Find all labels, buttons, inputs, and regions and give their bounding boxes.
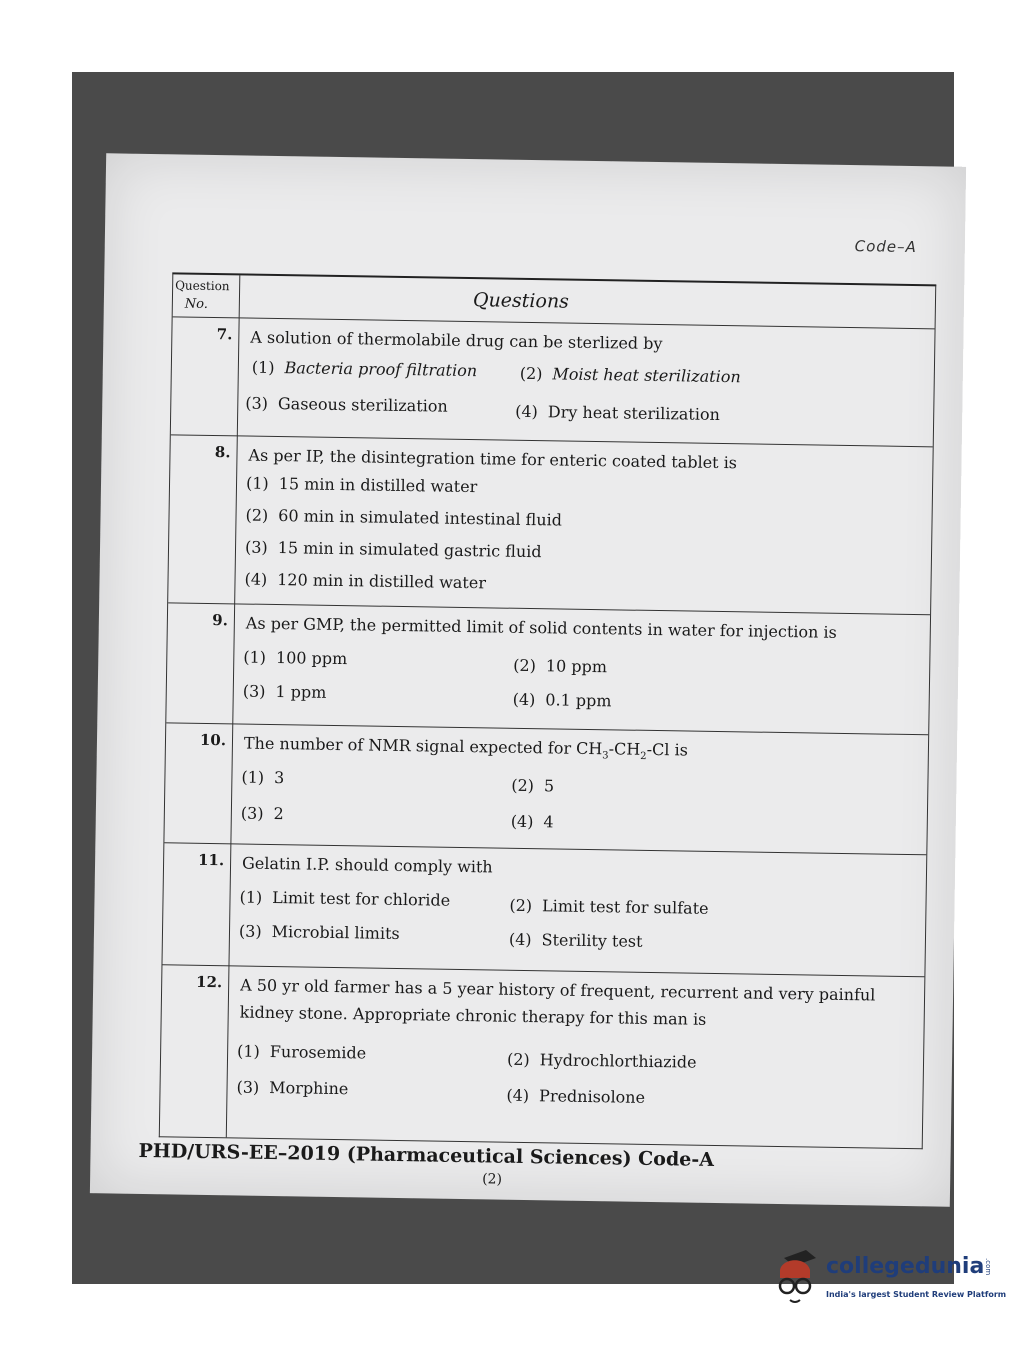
question-stem: Gelatin I.P. should comply with <box>241 853 493 877</box>
option-text: 120 min in distilled water <box>277 570 487 593</box>
option-4 <box>244 570 486 593</box>
option-text: 2 <box>273 804 284 824</box>
option-number: (4) <box>508 929 532 950</box>
option-text: Dry heat sterilization <box>547 402 721 424</box>
option-2 <box>513 656 607 676</box>
question-row-9 <box>166 602 930 735</box>
option-text: Limit test for sulfate <box>541 896 709 918</box>
option-number: (2) <box>519 363 543 384</box>
questions-header: Questions <box>472 289 570 313</box>
option-number: (3) <box>240 803 264 823</box>
option-number: (1) <box>236 1041 260 1061</box>
option-number: (2) <box>245 505 269 525</box>
option-2 <box>507 1050 697 1072</box>
question-stem <box>244 730 924 775</box>
option-4 <box>515 402 720 424</box>
option-text: 100 ppm <box>275 648 348 669</box>
option-number: (3) <box>238 921 262 941</box>
option-4 <box>509 930 643 951</box>
option-text: Moist heat sterilization <box>552 364 741 387</box>
option-text: Hydrochlorthiazide <box>539 1050 697 1072</box>
option-number: (1) <box>239 887 263 907</box>
option-number: (4) <box>506 1085 530 1106</box>
subscript: 3 <box>602 750 609 762</box>
option-number: (2) <box>513 655 537 676</box>
option-number: (3) <box>245 393 269 413</box>
option-number: (2) <box>506 1049 530 1070</box>
option-1 <box>252 358 478 381</box>
option-number: (2) <box>511 775 535 796</box>
question-row-7 <box>171 316 935 447</box>
page-number: (2) <box>482 1171 503 1188</box>
question-stem: As per IP, the disintegration time for enteric coated tablet is <box>248 445 738 473</box>
option-text: 5 <box>543 776 555 796</box>
question-no-header-line1: Question <box>175 278 230 294</box>
exam-page <box>90 153 966 1206</box>
option-text: Furosemide <box>269 1041 367 1063</box>
stem-part: -Cl is <box>646 739 689 760</box>
option-2 <box>509 896 708 918</box>
option-text: Microbial limits <box>271 922 400 944</box>
option-3 <box>236 1077 348 1098</box>
option-2 <box>520 364 741 386</box>
code-label: Code–A <box>854 237 917 257</box>
option-text: Limit test for chloride <box>272 888 451 910</box>
option-number: (3) <box>242 681 266 701</box>
option-1 <box>246 474 478 497</box>
option-1 <box>243 648 347 669</box>
question-number: 11. <box>197 850 225 870</box>
subscript: 2 <box>640 750 647 763</box>
question-no-header-line2: No. <box>184 296 209 312</box>
question-number: 8. <box>214 443 231 462</box>
option-number: (1) <box>243 647 267 667</box>
option-number: (4) <box>510 811 534 832</box>
option-3 <box>243 682 327 702</box>
option-number: (1) <box>245 473 269 493</box>
mascot-icon <box>770 1248 822 1308</box>
question-row-10 <box>164 722 928 855</box>
option-1 <box>239 887 450 909</box>
question-row-12 <box>160 964 925 1146</box>
option-text: 0.1 ppm <box>545 690 612 711</box>
option-4 <box>513 690 612 711</box>
logo-tagline: India's largest Student Review Platform <box>826 1290 1007 1299</box>
question-stem: A 50 yr old farmer has a 5 year history of frequent, recurrent and very painful kidney stone. Appropriate chronic therapy for this man is <box>239 975 876 1029</box>
option-3 <box>241 804 284 824</box>
option-3 <box>245 538 542 562</box>
option-number: (4) <box>515 401 539 422</box>
option-number: (2) <box>509 895 533 916</box>
option-number: (4) <box>512 689 536 710</box>
logo-name: collegedunia <box>826 1254 985 1279</box>
exam-footer: PHD/URS-EE–2019 (Pharmaceutical Sciences) Code-A <box>138 1139 715 1171</box>
question-row-8 <box>168 434 933 615</box>
option-number: (3) <box>244 537 268 557</box>
option-text: Prednisolone <box>538 1086 646 1107</box>
logo-com: .com <box>984 1258 992 1276</box>
stem-part: -CH <box>608 739 641 759</box>
option-4 <box>506 1086 645 1107</box>
option-number: (1) <box>241 767 265 787</box>
option-2 <box>511 776 554 796</box>
option-number: (1) <box>251 357 275 377</box>
option-text: 60 min in simulated intestinal fluid <box>278 506 563 530</box>
option-text: Gaseous sterilization <box>277 394 448 416</box>
question-stem: As per GMP, the permitted limit of solid contents in water for injection is <box>245 613 837 642</box>
question-table <box>159 272 936 1149</box>
option-4 <box>511 812 554 832</box>
option-1 <box>237 1041 366 1062</box>
question-number: 7. <box>216 325 233 344</box>
question-number: 9. <box>212 611 229 630</box>
option-3 <box>239 921 400 943</box>
option-text: 15 min in simulated gastric fluid <box>277 538 542 562</box>
option-text: 3 <box>273 768 285 788</box>
collegedunia-logo <box>770 1248 1007 1312</box>
option-number: (3) <box>236 1077 260 1097</box>
option-3 <box>245 394 448 416</box>
option-text: 15 min in distilled water <box>278 474 478 497</box>
option-2 <box>245 506 562 530</box>
question-no-header <box>173 274 241 317</box>
option-text: Morphine <box>269 1077 349 1099</box>
option-text: 10 ppm <box>545 656 608 677</box>
question-row-11 <box>162 842 926 977</box>
option-text: 4 <box>543 812 554 832</box>
question-number: 10. <box>199 730 227 750</box>
option-1 <box>241 768 284 788</box>
option-text: Sterility test <box>541 930 643 951</box>
question-stem: A solution of thermolabile drug can be sterlized by <box>250 327 663 354</box>
option-text: Bacteria proof filtration <box>284 358 478 381</box>
option-number: (4) <box>244 569 268 589</box>
question-number: 12. <box>195 972 223 992</box>
option-text: 1 ppm <box>275 682 327 702</box>
stem-part: The number of NMR signal expected for CH <box>243 733 603 759</box>
